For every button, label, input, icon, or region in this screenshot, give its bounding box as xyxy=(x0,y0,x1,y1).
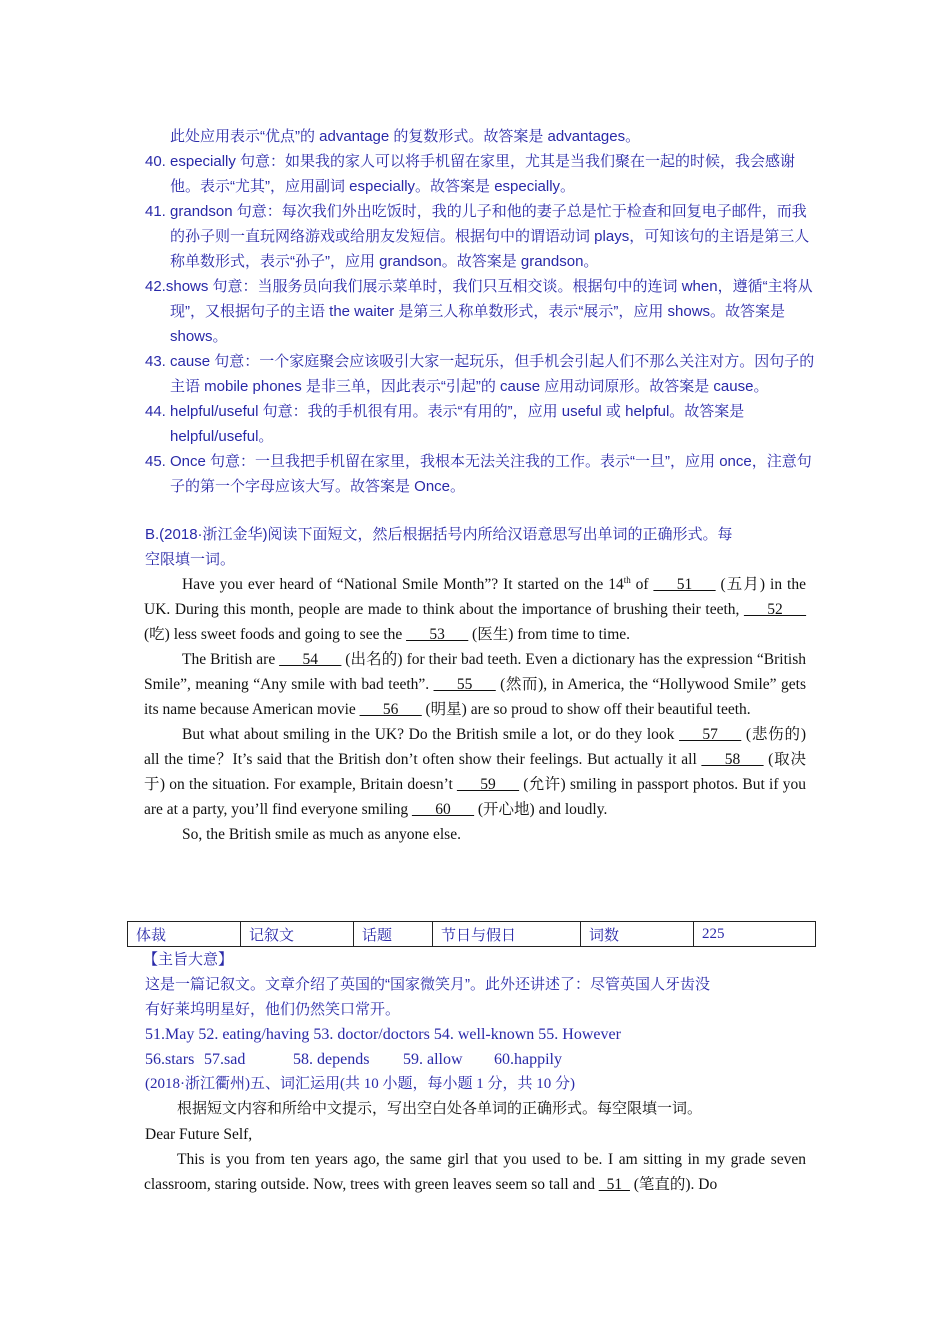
word-count-label: 词数 xyxy=(581,922,694,947)
explanation-44: 44. helpful/useful 句意：我的手机很有用。表示“有用的”，应用 useful 或 helpful。故答案是 helpful/useful。 xyxy=(145,403,745,445)
blank-55: ___55___ xyxy=(433,676,496,693)
passage-b-paragraph-2: The British are ___54___ (出名的) for their bad teeth. Even a dictionary has the expression “British Smile”, meaning “Any smile with bad teeth”. ___55___ (然而), in America, the “Hollywood Smile” gets its name because American movie ___56___ (明星) are so proud to show off their beautiful teeth. xyxy=(144,651,807,718)
genre-value: 记叙文 xyxy=(241,922,354,947)
section-c-instruction: 根据短文内容和所给中文提示，写出空白处各单词的正确形式。每空限填一词。 xyxy=(177,1101,703,1117)
answer-59: 59. allow xyxy=(403,1051,463,1068)
blank-54: ___54___ xyxy=(279,651,342,668)
topic-value: 节日与假日 xyxy=(433,922,581,947)
blank-51: ___51___ xyxy=(653,576,716,593)
letter-salutation: Dear Future Self, xyxy=(145,1126,253,1143)
blank-56: ___56___ xyxy=(359,701,422,718)
passage-b-paragraph-4: So, the British smile as much as anyone else. xyxy=(182,826,461,843)
topic-label: 话题 xyxy=(354,922,433,947)
letter-blank-51: _51_ xyxy=(598,1176,630,1193)
blank-52: ___52___ xyxy=(744,601,806,618)
passage-b-paragraph-3: But what about smiling in the UK? Do the British smile a lot, or do they look ___57___ (悲伤的) all the time？It’s said that the British don’t often show their feelings. But actually it all ___58___ (取决于) on the situation. For example, Britain doesn’t ___59___ (允许) smiling in passport photos. But if you are at a party, you’ll find everyone smiling ___60___ (开心地) and loudly. xyxy=(144,726,806,818)
blank-58: ___58___ xyxy=(701,751,764,768)
summary-line2: 有好莱坞明星好，他们仍然笑口常开。 xyxy=(145,1001,401,1018)
answer-58: 58. depends xyxy=(293,1051,370,1068)
genre-label: 体裁 xyxy=(128,922,241,947)
explanation-39-continued: 此处应用表示“优点”的 advantage 的复数形式。故答案是 advantages。 xyxy=(170,128,641,145)
word-count-value: 225 xyxy=(694,922,816,947)
explanation-45: 45. Once 句意：一旦我把手机留在家里，我根本无法关注我的工作。表示“一旦”，应用 once，注意句子的第一个字母应该大写。故答案是 Once。 xyxy=(145,453,812,495)
summary-line1: 这是一篇记叙文。文章介绍了英国的“国家微笑月”。此外还讲述了：尽管英国人牙齿没 xyxy=(145,976,710,993)
passage-info-table xyxy=(127,921,816,947)
passage-b-paragraph-1: Have you ever heard of “National Smile Month”? It started on the 14th of ___51___ (五月) in the UK. During this month, people are made to think about the importance of brushing their teeth, ___52___ (吃) less sweet foods and going to see the ___53___ (医生) from time to time. xyxy=(144,574,806,643)
explanation-41: 41. grandson 句意：每次我们外出吃饭时，我的儿子和他的妻子总是忙于检查和回复电子邮件，而我的孙子则一直玩网络游戏或给朋友发短信。根据句中的谓语动词 plays，可知该句的主语是第三人称单数形式，表示“孙子”，应用 grandson。故答案是 grandson。 xyxy=(145,203,810,270)
blank-53: ___53___ xyxy=(406,626,469,643)
answer-56: 56.stars xyxy=(145,1051,195,1068)
explanation-42: 42.shows 句意：当服务员向我们展示菜单时，我们只互相交谈。根据句中的连词 when，遵循“主将从现”，又根据句子的主语 the waiter 是第三人称单数形式，表示“展示”，应用 shows。故答案是 shows。 xyxy=(145,278,813,345)
explanation-43: 43. cause 句意：一个家庭聚会应该吸引大家一起玩乐，但手机会引起人们不那么关注对方。因句子的主语 mobile phones 是非三单，因此表示“引起”的 cause 应用动词原形。故答案是 cause。 xyxy=(145,353,815,395)
section-b-intro-line2: 空限填一词。 xyxy=(145,551,236,568)
blank-57: ___57___ xyxy=(679,726,742,743)
answers-b-row1: 51.May 52. eating/having 53. doctor/doctors 54. well-known 55. However xyxy=(145,1026,621,1043)
answer-60: 60.happily xyxy=(494,1051,562,1068)
passage-b xyxy=(144,572,806,847)
blank-60: ___60___ xyxy=(412,801,475,818)
blank-59: ___59___ xyxy=(457,776,520,793)
explanation-40: 40. especially 句意：如果我的家人可以将手机留在家里，尤其是当我们聚在一起的时候，我会感谢他。表示“尤其”，应用副词 especially。故答案是 especially。 xyxy=(145,153,796,195)
section-b-intro-line1: B.(2018·浙江金华)阅读下面短文，然后根据括号内所给汉语意思写出单词的正确形式。每 xyxy=(145,526,733,543)
section-c-header: (2018·浙江衢州)五、词汇运用(共 10 小题，每小题 1 分，共 10 分) xyxy=(145,1076,575,1092)
answer-explanations xyxy=(145,124,820,499)
answer-57: 57.sad xyxy=(204,1051,246,1068)
summary-heading: 【主旨大意】 xyxy=(143,951,234,968)
letter-paragraph-1: This is you from ten years ago, the same girl that you used to be. I am sitting in my grade seven classroom, staring outside. Now, trees with green leaves seem so tall and _51_ (笔直的). Do xyxy=(144,1151,806,1193)
